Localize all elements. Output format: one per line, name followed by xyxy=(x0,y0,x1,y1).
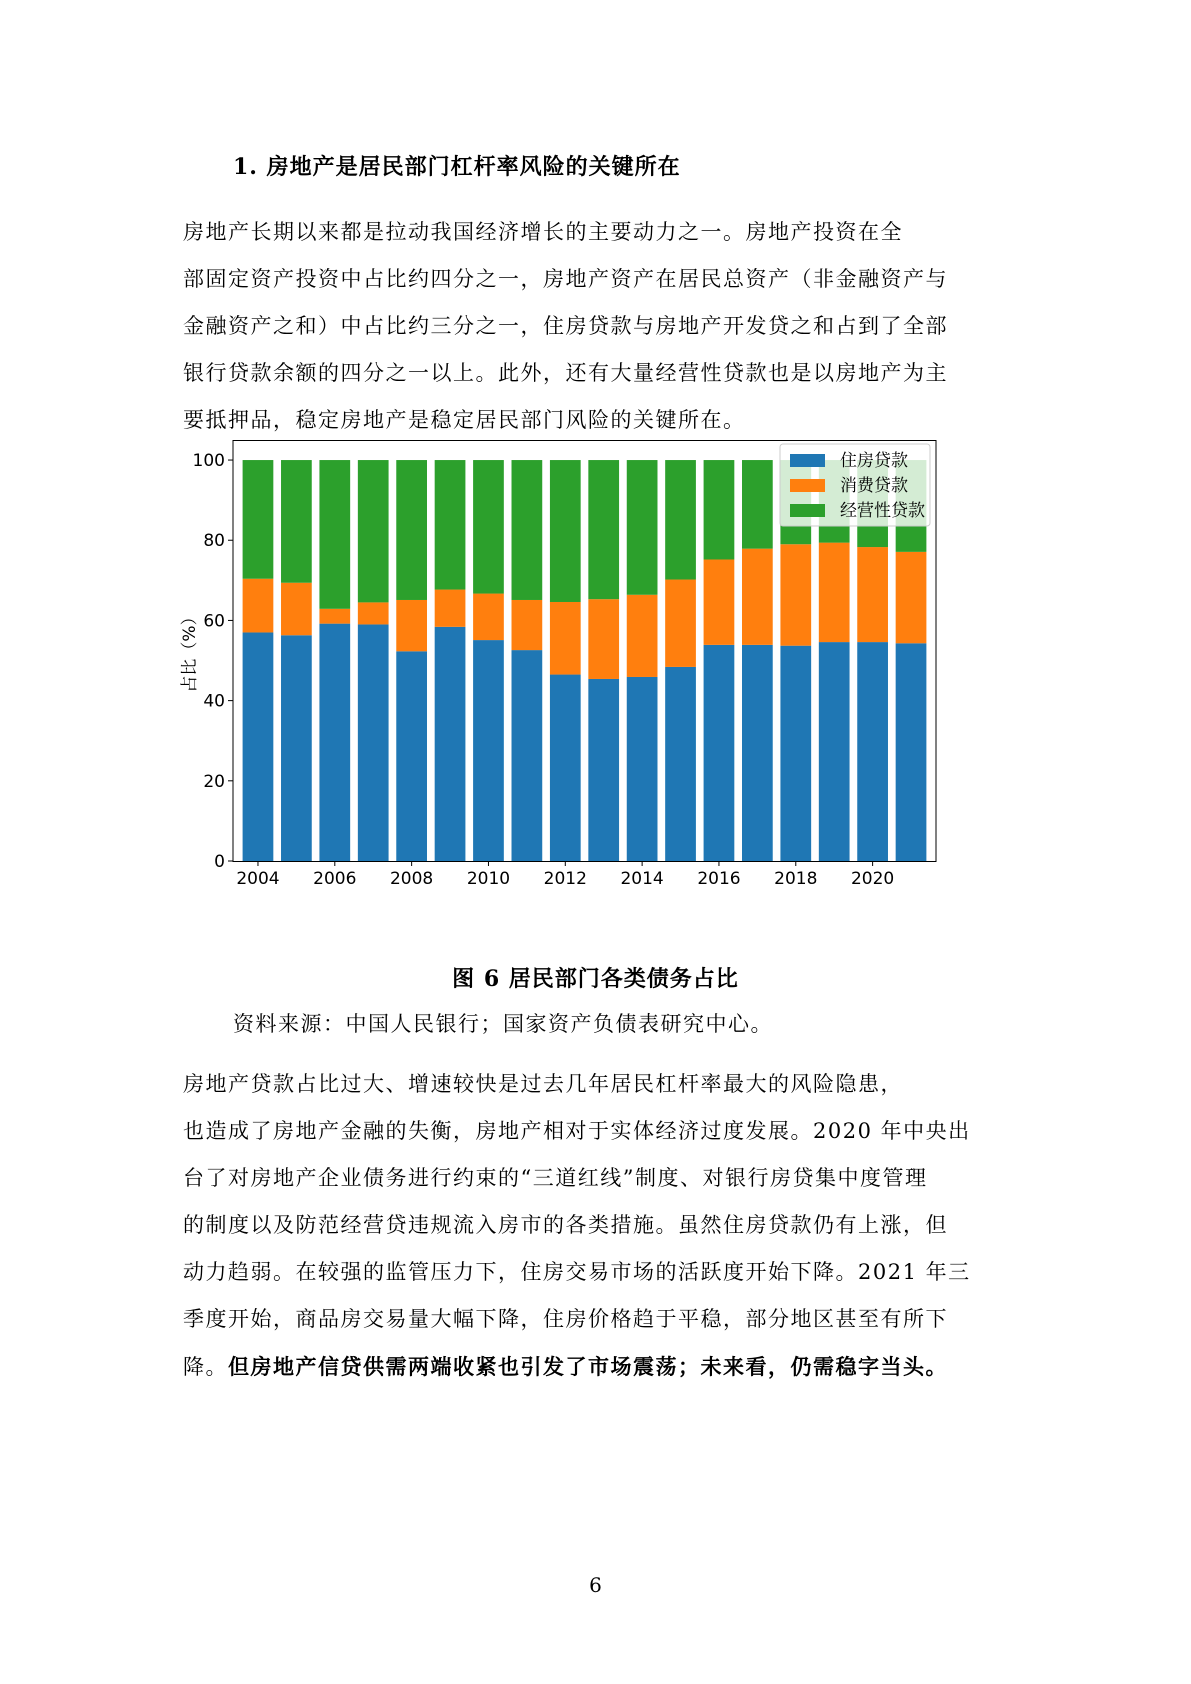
bar-segment-business xyxy=(550,460,581,602)
bar-segment-housing xyxy=(588,679,619,861)
bar-segment-business xyxy=(512,460,543,600)
bar-segment-business xyxy=(435,460,466,590)
bar-segment-business xyxy=(588,460,619,599)
bar-segment-consumer xyxy=(627,595,658,677)
bar-segment-consumer xyxy=(512,600,543,650)
bar-segment-business xyxy=(473,460,504,594)
bar-segment-housing xyxy=(742,645,773,861)
y-tick-label: 100 xyxy=(192,451,225,472)
bar-segment-housing xyxy=(243,632,274,861)
section-title: 1. 房地产是居民部门杠杆率风险的关键所在 xyxy=(233,154,681,180)
paragraph-2-line: 动力趋弱。在较强的监管压力下，住房交易市场的活跃度开始下降。2021 年三 xyxy=(183,1260,971,1284)
bar-segment-consumer xyxy=(243,579,274,633)
x-tick-label: 2008 xyxy=(389,869,434,889)
paragraph-1-line: 房地产长期以来都是拉动我国经济增长的主要动力之一。房地产投资在全 xyxy=(183,220,903,244)
bar-segment-consumer xyxy=(819,543,850,642)
bar-segment-housing xyxy=(319,624,350,861)
x-tick-label: 2016 xyxy=(697,869,741,889)
x-tick-label: 2010 xyxy=(466,869,511,889)
legend-swatch xyxy=(790,479,825,492)
bar-segment-housing xyxy=(358,624,389,861)
page-number: 6 xyxy=(589,1573,602,1597)
bar-segment-business xyxy=(358,460,389,602)
paragraph-2-last-line xyxy=(183,1343,1013,1391)
bar-segment-business xyxy=(704,460,735,559)
paragraph-2-last-bold: 但房地产信贷供需两端收紧也引发了市场震荡；未来看，仍需稳字当头。 xyxy=(228,1354,948,1379)
bar-segment-consumer xyxy=(780,544,811,645)
y-axis-label: 占比（%） xyxy=(180,608,200,693)
legend-label: 住房贷款 xyxy=(840,451,908,471)
bar-segment-housing xyxy=(473,640,504,861)
paragraph-1-line: 要抵押品，稳定房地产是稳定居民部门风险的关键所在。 xyxy=(183,408,746,432)
y-tick-label: 60 xyxy=(203,611,225,632)
paragraph-1-line: 部固定资产投资中占比约四分之一，房地产资产在居民总资产（非金融资产与 xyxy=(183,267,948,291)
bar-segment-consumer xyxy=(435,590,466,627)
y-tick-label: 80 xyxy=(203,531,225,552)
bar-segment-business xyxy=(319,460,350,609)
bar-segment-consumer xyxy=(358,602,389,624)
legend-label: 经营性贷款 xyxy=(840,501,925,521)
bar-segment-consumer xyxy=(896,552,927,643)
legend-label: 消费贷款 xyxy=(840,476,908,496)
bar-segment-business xyxy=(627,460,658,595)
figure-caption: 图 6 居民部门各类债务占比 xyxy=(452,966,739,992)
figure-source: 资料来源：中国人民银行；国家资产负债表研究中心。 xyxy=(233,1012,773,1036)
bar-segment-consumer xyxy=(665,580,696,667)
bar-segment-housing xyxy=(281,635,312,861)
bar-segment-housing xyxy=(857,642,888,861)
figure-6-chart xyxy=(180,440,1020,950)
stacked-bar-chart xyxy=(180,440,1020,950)
bar-segment-housing xyxy=(435,627,466,861)
bar-segment-business xyxy=(742,460,773,549)
x-tick-label: 2020 xyxy=(850,869,895,889)
paragraph-2-line: 的制度以及防范经营贷违规流入房市的各类措施。虽然住房贷款仍有上涨，但 xyxy=(183,1213,948,1237)
bar-segment-consumer xyxy=(588,599,619,679)
bar-segment-business xyxy=(281,460,312,583)
bar-segment-business xyxy=(396,460,427,600)
paragraph-2-line: 也造成了房地产金融的失衡，房地产相对于实体经济过度发展。2020 年中央出 xyxy=(183,1119,971,1143)
paragraph-2-line: 房地产贷款占比过大、增速较快是过去几年居民杠杆率最大的风险隐患， xyxy=(183,1072,903,1096)
bar-segment-consumer xyxy=(319,609,350,624)
bar-segment-housing xyxy=(396,651,427,861)
x-tick-label: 2006 xyxy=(313,869,357,889)
paragraph-2-line: 季度开始，商品房交易量大幅下降，住房价格趋于平稳，部分地区甚至有所下 xyxy=(183,1307,948,1331)
x-tick-label: 2012 xyxy=(543,869,587,889)
legend-swatch xyxy=(790,454,825,467)
bar-segment-consumer xyxy=(473,594,504,641)
bar-segment-housing xyxy=(512,650,543,861)
bar-segment-business xyxy=(665,460,696,579)
bar-segment-housing xyxy=(780,646,811,861)
x-tick-label: 2018 xyxy=(774,869,818,889)
bar-segment-housing xyxy=(896,643,927,861)
legend xyxy=(780,444,930,526)
paragraph-1-line: 银行贷款余额的四分之一以上。此外，还有大量经营性贷款也是以房地产为主 xyxy=(183,361,948,385)
paragraph-2-last-prefix: 降。 xyxy=(183,1355,228,1379)
paragraph-2 xyxy=(183,1061,1013,1391)
bar-segment-consumer xyxy=(396,600,427,651)
bar-segment-consumer xyxy=(857,547,888,642)
bar-segment-consumer xyxy=(281,583,312,636)
bar-segment-consumer xyxy=(742,549,773,645)
paragraph-2-line: 台了对房地产企业债务进行约束的“三道红线”制度、对银行房贷集中度管理 xyxy=(183,1166,928,1190)
bar-segment-housing xyxy=(704,645,735,861)
paragraph-1 xyxy=(183,209,1013,444)
bar-segment-housing xyxy=(550,675,581,861)
bar-segment-housing xyxy=(665,667,696,861)
legend-swatch xyxy=(790,504,825,517)
y-tick-label: 40 xyxy=(203,691,225,712)
y-tick-label: 20 xyxy=(203,771,225,792)
bar-segment-housing xyxy=(627,677,658,861)
y-tick-label: 0 xyxy=(214,852,225,872)
paragraph-1-line: 金融资产之和）中占比约三分之一，住房贷款与房地产开发贷之和占到了全部 xyxy=(183,314,948,338)
bar-segment-business xyxy=(243,460,274,579)
x-tick-label: 2004 xyxy=(236,869,280,889)
bar-segment-consumer xyxy=(704,559,735,644)
bar-segment-housing xyxy=(819,642,850,861)
bar-segment-consumer xyxy=(550,602,581,675)
x-tick-label: 2014 xyxy=(620,869,664,889)
